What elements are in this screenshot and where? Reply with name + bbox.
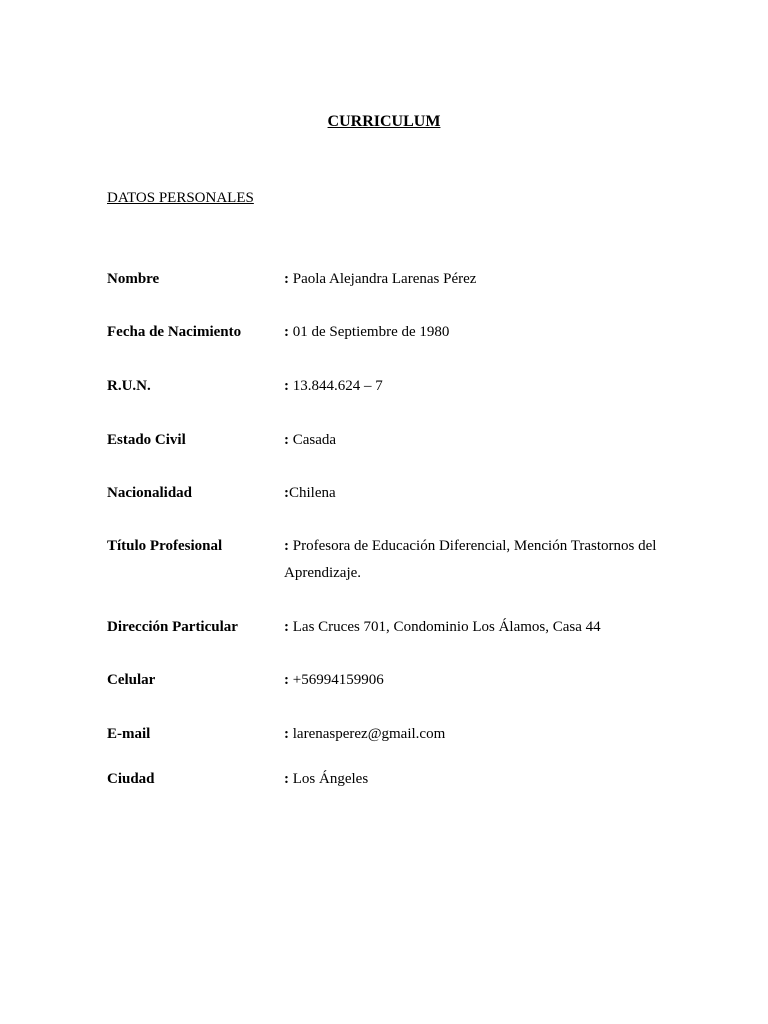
field-value-text: Chilena [289,485,336,501]
field-separator: : [284,432,293,448]
field-value-text: Los Ángeles [292,771,369,787]
field-separator: : [284,271,293,287]
field-separator: : [284,485,289,501]
field-value-text: +56994159906 [292,672,384,688]
field-separator: : [284,619,293,635]
field-label: Fecha de Nacimiento [107,324,242,340]
field-label: R.U.N. [107,378,151,394]
field-value-text: larenasperez@gmail.com [292,726,446,742]
field-value [284,480,684,507]
document-title: CURRICULUM [327,113,441,130]
field-value [284,533,684,587]
field-separator: : [284,324,293,340]
field-value [284,614,684,641]
field-label: Nombre [107,271,160,287]
field-value-text: 01 de Septiembre de 1980 [292,324,450,340]
field-value-text: Las Cruces 701, Condominio Los Álamos, Casa 44 [292,619,601,635]
section-title-datos-personales: DATOS PERSONALES [107,190,254,206]
field-value [284,667,684,694]
field-label: Celular [107,672,156,688]
field-value [284,319,684,346]
field-separator: : [284,538,293,554]
field-label: E-mail [107,726,151,742]
field-label: Título Profesional [107,538,223,554]
field-value-text: Casada [292,432,337,448]
field-label: Ciudad [107,771,155,787]
field-label: Estado Civil [107,432,186,448]
field-value [284,427,684,454]
field-value-text: Paola Alejandra Larenas Pérez [292,271,477,287]
field-separator: : [284,378,293,394]
field-separator: : [284,771,293,787]
field-separator: : [284,672,293,688]
field-value-text: 13.844.624 – 7 [292,378,383,394]
field-value [284,721,684,748]
field-label: Nacionalidad [107,485,193,501]
field-value [284,266,684,293]
field-value-text: Profesora de Educación Diferencial, Mención Trastornos del Aprendizaje. [284,538,657,581]
field-value [284,373,684,400]
field-value [284,766,684,793]
field-label: Dirección Particular [107,619,238,635]
field-separator: : [284,726,293,742]
